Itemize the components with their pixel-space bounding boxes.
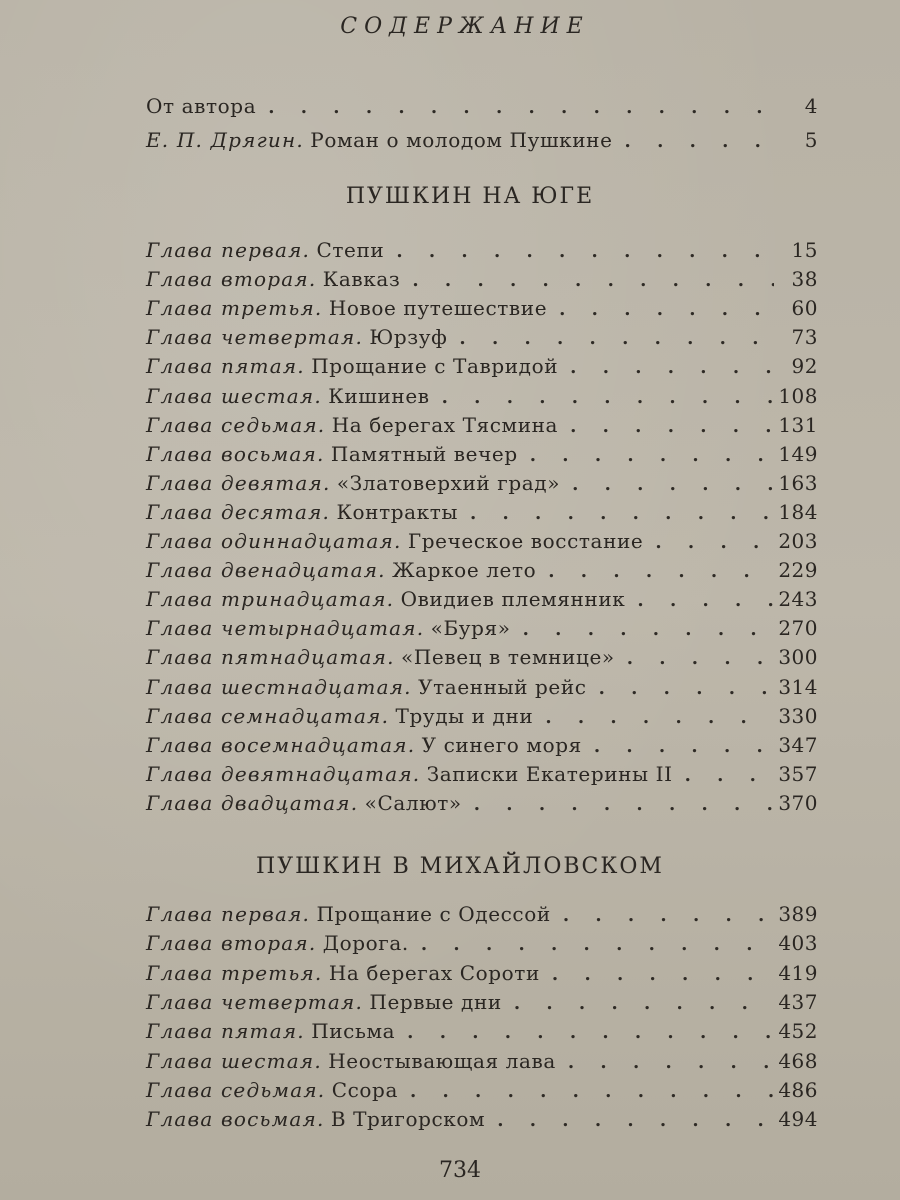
dot-leader <box>447 324 774 353</box>
entry-page: 163 <box>778 470 818 495</box>
entry-page: 452 <box>778 1019 818 1044</box>
chapter-number: Глава седьмая. <box>146 1077 326 1102</box>
entry-page: 184 <box>778 499 818 524</box>
chapter-number: Глава одиннадцатая. <box>146 529 402 553</box>
dot-leader <box>540 960 774 989</box>
entry-label <box>146 673 587 702</box>
chapter-number: Глава первая. <box>146 238 311 262</box>
toc-entry <box>146 959 818 988</box>
chapter-number: Глава вторая. <box>146 931 317 956</box>
entry-page: 15 <box>791 238 818 262</box>
toc-entry <box>146 614 818 643</box>
toc-entry <box>146 1047 818 1076</box>
section-title-south: ПУШКИН НА ЮГЕ <box>345 184 595 209</box>
entry-page: 347 <box>778 732 818 757</box>
dot-leader <box>395 1018 774 1047</box>
chapter-title: Письма <box>311 1019 396 1044</box>
dot-leader <box>485 1106 774 1135</box>
entry-page: 314 <box>778 674 818 699</box>
entry-page: 108 <box>778 383 818 408</box>
entry-label <box>146 988 502 1017</box>
toc-entry <box>146 1017 818 1046</box>
dot-leader <box>502 989 774 1018</box>
chapter-title: «Буря» <box>430 616 511 641</box>
chapter-title: На берегах Сороти <box>328 960 540 985</box>
chapter-title: Записки Екатерины II <box>426 761 673 786</box>
toc-entry <box>146 411 818 440</box>
entry-page: 403 <box>778 931 818 956</box>
entry-page: 494 <box>778 1107 818 1132</box>
entry-title: Роман о молодом Пушкине <box>310 128 613 152</box>
dot-leader <box>560 470 774 499</box>
entry-page: 38 <box>791 267 818 292</box>
toc-entry <box>146 498 818 527</box>
entry-page: 330 <box>778 703 818 728</box>
chapter-title: Неостывающая лава <box>328 1048 556 1073</box>
entry-page: 486 <box>778 1077 818 1102</box>
entry-page: 419 <box>778 960 818 985</box>
chapter-number: Глава четвертая. <box>146 989 364 1014</box>
chapter-number: Глава шестнадцатая. <box>146 674 412 699</box>
chapter-title: На берегах Тясмина <box>331 412 559 437</box>
chapter-number: Глава шестая. <box>146 383 322 408</box>
dot-leader <box>398 1077 774 1106</box>
entry-page: 243 <box>778 587 818 612</box>
entry-label <box>146 126 613 155</box>
chapter-title: Первые дни <box>369 989 502 1014</box>
toc-entry <box>146 323 818 352</box>
entry-page: 149 <box>778 441 818 466</box>
dot-leader <box>518 441 774 470</box>
entry-label <box>146 1017 395 1046</box>
chapter-number: Глава первая. <box>146 902 311 926</box>
entry-label <box>146 469 560 498</box>
chapter-title: Юрзуф <box>369 325 448 350</box>
chapter-number: Глава третья. <box>146 296 323 321</box>
chapter-number: Глава шестая. <box>146 1048 322 1073</box>
entry-label <box>146 498 458 527</box>
dot-leader <box>587 674 774 703</box>
chapter-number: Глава десятая. <box>146 499 331 524</box>
dot-leader <box>613 127 774 156</box>
entry-page: 300 <box>778 645 818 670</box>
toc-entry-essay <box>146 126 818 155</box>
dot-leader <box>625 586 774 615</box>
entry-page: 389 <box>778 902 818 926</box>
entry-label <box>146 585 625 614</box>
chapter-title: Овидиев племянник <box>400 587 626 612</box>
chapter-number: Глава четвертая. <box>146 325 364 350</box>
entry-page: 229 <box>778 558 818 583</box>
toc-entry <box>146 352 818 381</box>
chapter-number: Глава пятая. <box>146 354 305 379</box>
entry-author: Е. П. Дрягин. <box>146 128 304 152</box>
chapter-number: Глава двадцатая. <box>146 790 359 815</box>
entry-label <box>146 702 533 731</box>
entry-page: 203 <box>778 529 818 553</box>
entry-page: 92 <box>791 354 818 379</box>
entry-label <box>146 265 400 294</box>
chapter-title: Контракты <box>336 499 458 524</box>
toc-entry <box>146 585 818 614</box>
entry-page: 73 <box>791 325 818 350</box>
dot-leader <box>582 732 774 761</box>
entry-label <box>146 1105 485 1134</box>
chapter-number: Глава девятая. <box>146 470 331 495</box>
toc-entry <box>146 469 818 498</box>
entry-label <box>146 440 518 469</box>
toc-entry <box>146 1076 818 1105</box>
entry-label <box>146 1047 556 1076</box>
chapter-title: В Тригорском <box>330 1107 486 1132</box>
section-title-mikhailovskoe: ПУШКИН В МИХАЙЛОВСКОМ <box>256 854 664 879</box>
chapter-title: Степи <box>316 238 385 262</box>
toc-entry <box>146 294 818 323</box>
entry-page: 60 <box>791 296 818 321</box>
chapter-title: «Певец в темнице» <box>401 645 615 670</box>
chapter-number: Глава тринадцатая. <box>146 587 395 612</box>
contents-title: СОДЕРЖАНИЕ <box>340 14 590 39</box>
chapter-title: Жаркое лето <box>392 558 537 583</box>
toc-entry <box>146 527 818 556</box>
chapter-number: Глава пятнадцатая. <box>146 645 395 670</box>
toc-entry-foreword <box>146 92 818 121</box>
dot-leader <box>533 703 774 732</box>
toc-entry <box>146 731 818 760</box>
dot-leader <box>462 790 774 819</box>
entry-label <box>146 352 558 381</box>
chapter-title: Дорога. <box>322 931 409 956</box>
dot-leader <box>384 237 774 266</box>
chapter-title: У синего моря <box>421 732 582 757</box>
toc-entry <box>146 643 818 672</box>
chapter-title: «Салют» <box>364 790 462 815</box>
toc-entry <box>146 673 818 702</box>
dot-leader <box>558 353 774 382</box>
entry-label: От автора <box>146 94 257 118</box>
dot-leader <box>643 528 774 557</box>
dot-leader <box>511 615 774 644</box>
chapter-title: Труды и дни <box>395 703 534 728</box>
entry-label <box>146 900 551 929</box>
entry-label <box>146 527 643 556</box>
chapter-number: Глава восьмая. <box>146 441 325 466</box>
chapter-title: Памятный вечер <box>330 441 518 466</box>
entry-label <box>146 1076 398 1105</box>
chapter-number: Глава девятнадцатая. <box>146 761 421 786</box>
dot-leader <box>615 644 774 673</box>
entry-label <box>146 323 447 352</box>
entry-page: 357 <box>778 761 818 786</box>
entry-label <box>146 294 547 323</box>
chapter-number: Глава пятая. <box>146 1019 305 1044</box>
toc-entry <box>146 760 818 789</box>
entry-label <box>146 789 462 818</box>
entry-label <box>146 929 409 958</box>
chapter-number: Глава семнадцатая. <box>146 703 390 728</box>
toc-entry <box>146 702 818 731</box>
chapter-title: «Златоверхий град» <box>336 470 561 495</box>
dot-leader <box>430 383 774 412</box>
chapter-title: Кавказ <box>322 267 401 292</box>
toc-entry <box>146 265 818 294</box>
dot-leader <box>536 557 774 586</box>
page-number: 734 <box>439 1158 481 1183</box>
dot-leader <box>400 266 774 295</box>
entry-label <box>146 411 558 440</box>
dot-leader <box>458 499 774 528</box>
entry-label <box>146 643 615 672</box>
dot-leader <box>551 901 774 930</box>
entry-page: 131 <box>778 412 818 437</box>
entry-label <box>146 556 536 585</box>
entry-page: 370 <box>778 790 818 815</box>
chapter-title: Ссора <box>331 1077 398 1102</box>
toc-entry <box>146 236 818 265</box>
dot-leader <box>556 1048 774 1077</box>
entry-label <box>146 382 430 411</box>
toc-entry <box>146 556 818 585</box>
toc-entry <box>146 900 818 929</box>
entry-page: 5 <box>804 128 818 152</box>
chapter-title: Прощание с Одессой <box>316 902 551 926</box>
chapter-number: Глава вторая. <box>146 267 317 292</box>
dot-leader <box>256 93 774 122</box>
chapter-number: Глава седьмая. <box>146 412 326 437</box>
chapter-title: Утаенный рейс <box>418 674 587 699</box>
entry-label <box>146 731 582 760</box>
dot-leader <box>673 761 774 790</box>
toc-entry <box>146 1105 818 1134</box>
entry-label <box>146 236 384 265</box>
entry-page: 437 <box>778 989 818 1014</box>
entry-label <box>146 959 540 988</box>
entry-page: 468 <box>778 1048 818 1073</box>
chapter-number: Глава третья. <box>146 960 323 985</box>
chapter-title: Новое путешествие <box>328 296 548 321</box>
toc-entry <box>146 988 818 1017</box>
chapter-number: Глава четырнадцатая. <box>146 616 425 641</box>
toc-entry <box>146 789 818 818</box>
toc-entry <box>146 929 818 958</box>
entry-page: 4 <box>804 94 818 118</box>
dot-leader <box>409 930 774 959</box>
dot-leader <box>547 295 774 324</box>
chapter-title: Греческое восстание <box>407 529 644 553</box>
chapter-number: Глава восьмая. <box>146 1107 325 1132</box>
entry-label <box>146 614 511 643</box>
entry-label <box>146 760 673 789</box>
toc-entry <box>146 440 818 469</box>
chapter-number: Глава двенадцатая. <box>146 558 386 583</box>
chapter-title: Прощание с Тавридой <box>311 354 559 379</box>
chapter-number: Глава восемнадцатая. <box>146 732 416 757</box>
dot-leader <box>558 412 774 441</box>
toc-entry <box>146 382 818 411</box>
entry-page: 270 <box>778 616 818 641</box>
chapter-title: Кишинев <box>328 383 430 408</box>
